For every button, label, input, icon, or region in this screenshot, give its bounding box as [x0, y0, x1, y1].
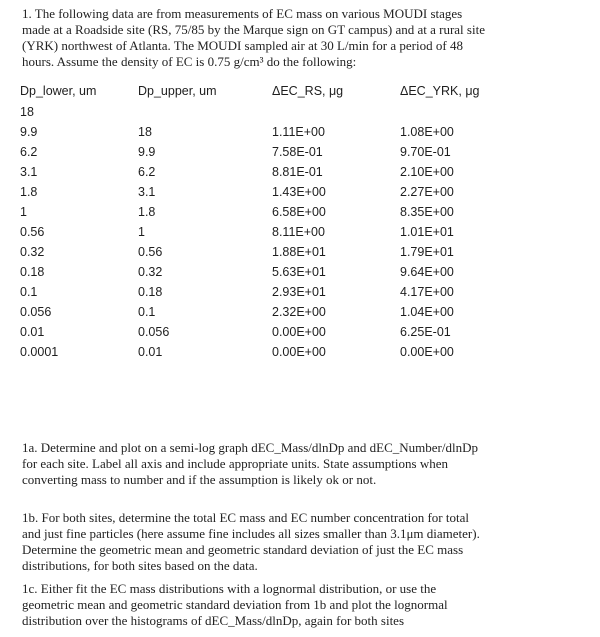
cell-dp-lower: 6.2 [20, 145, 38, 159]
cell-dp-upper: 1 [138, 225, 145, 239]
cell-dec-rs: 2.32E+00 [272, 305, 326, 319]
cell-dec-rs: 8.11E+00 [272, 225, 325, 239]
cell-dp-upper: 18 [138, 125, 152, 139]
cell-dp-lower: 0.01 [20, 325, 45, 339]
problem-intro [22, 6, 588, 70]
cell-dp-lower: 0.1 [20, 285, 38, 299]
table-row [20, 122, 540, 142]
cell-dec-yrk: 8.35E+00 [400, 205, 454, 219]
cell-dec-rs: 1.88E+01 [272, 245, 326, 259]
cell-dec-yrk: 1.08E+00 [400, 125, 454, 139]
cell-dp-lower: 18 [20, 105, 34, 119]
cell-dec-yrk: 2.27E+00 [400, 185, 454, 199]
table-row [20, 262, 540, 282]
table-row [20, 322, 540, 342]
question-1a [22, 440, 588, 488]
q1b-line: and just fine particles (here assume fine includes all sizes smaller than 3.1μm diameter). [22, 526, 480, 541]
table-row [20, 342, 540, 362]
cell-dp-upper: 0.18 [138, 285, 163, 299]
cell-dec-rs: 5.63E+01 [272, 265, 326, 279]
cell-dec-rs: 1.43E+00 [272, 185, 326, 199]
q1b-line: Determine the geometric mean and geometric standard deviation of just the EC mass [22, 542, 464, 557]
cell-dp-lower: 0.32 [20, 245, 45, 259]
cell-dec-rs: 0.00E+00 [272, 345, 326, 359]
header-dec-yrk: ΔEC_YRK, μg [400, 84, 480, 98]
table-row [20, 222, 540, 242]
table-row [20, 202, 540, 222]
cell-dec-yrk: 1.79E+01 [400, 245, 454, 259]
cell-dec-rs: 2.93E+01 [272, 285, 326, 299]
cell-dp-lower: 1.8 [20, 185, 38, 199]
cell-dec-yrk [400, 102, 540, 122]
q1c-line: distribution over the histograms of dEC_Mass/dlnDp, again for both sites [22, 613, 405, 628]
cell-dp-upper: 0.56 [138, 245, 163, 259]
table-row [20, 242, 540, 262]
header-dp-lower: Dp_lower, um [20, 84, 97, 98]
cell-dec-rs: 8.81E-01 [272, 165, 323, 179]
cell-dp-upper: 0.01 [138, 345, 163, 359]
cell-dec-rs [272, 102, 400, 122]
table-row [20, 182, 540, 202]
cell-dp-lower: 0.056 [20, 305, 52, 319]
cell-dp-lower: 0.0001 [20, 345, 59, 359]
question-1c [22, 581, 588, 629]
intro-line: made at a Roadside site (RS, 75/85 by the Marque sign on GT campus) and at a rural site [22, 22, 485, 37]
q1b-line: 1b. For both sites, determine the total EC mass and EC number concentration for total [22, 510, 469, 525]
cell-dec-yrk: 0.00E+00 [400, 345, 454, 359]
cell-dp-upper: 0.056 [138, 325, 170, 339]
table-row [20, 162, 540, 182]
table-row [20, 302, 540, 322]
header-dec-rs: ΔEC_RS, μg [272, 84, 344, 98]
cell-dp-upper: 9.9 [138, 145, 156, 159]
cell-dp-upper: 3.1 [138, 185, 156, 199]
cell-dec-yrk: 9.70E-01 [400, 145, 451, 159]
table-row [20, 142, 540, 162]
moudi-data-table [20, 80, 540, 362]
cell-dec-rs: 0.00E+00 [272, 325, 326, 339]
intro-line: 1. The following data are from measurements of EC mass on various MOUDI stages [22, 6, 463, 21]
cell-dec-rs: 6.58E+00 [272, 205, 326, 219]
q1a-line: 1a. Determine and plot on a semi-log graph dEC_Mass/dlnDp and dEC_Number/dlnDp [22, 440, 479, 455]
q1b-line: distributions, for both sites based on the data. [22, 558, 258, 573]
cell-dec-yrk: 1.04E+00 [400, 305, 454, 319]
cell-dec-yrk: 2.10E+00 [400, 165, 454, 179]
header-dp-upper: Dp_upper, um [138, 84, 217, 98]
cell-dec-yrk: 4.17E+00 [400, 285, 454, 299]
cell-dec-yrk: 1.01E+01 [400, 225, 454, 239]
cell-dp-lower: 3.1 [20, 165, 38, 179]
q1a-line: for each site. Label all axis and include appropriate units. State assumptions when [22, 456, 448, 471]
cell-dp-lower: 9.9 [20, 125, 38, 139]
table-header-row [20, 80, 540, 102]
cell-dec-rs: 7.58E-01 [272, 145, 323, 159]
cell-dp-upper: 0.32 [138, 265, 163, 279]
q1c-line: geometric mean and geometric standard deviation from 1b and plot the lognormal [22, 597, 448, 612]
cell-dec-rs: 1.11E+00 [272, 125, 325, 139]
table-body [20, 102, 540, 362]
cell-dp-lower: 0.56 [20, 225, 45, 239]
cell-dec-yrk: 6.25E-01 [400, 325, 451, 339]
question-1b [22, 510, 588, 574]
q1a-line: converting mass to number and if the assumption is likely ok or not. [22, 472, 377, 487]
cell-dp-lower: 1 [20, 205, 27, 219]
cell-dp-upper: 6.2 [138, 165, 156, 179]
cell-dec-yrk: 9.64E+00 [400, 265, 454, 279]
intro-line: (YRK) northwest of Atlanta. The MOUDI sampled air at 30 L/min for a period of 48 [22, 38, 463, 53]
cell-dp-lower: 0.18 [20, 265, 45, 279]
table-row [20, 282, 540, 302]
cell-dp-upper [138, 102, 272, 122]
intro-line: hours. Assume the density of EC is 0.75 g/cm³ do the following: [22, 54, 357, 69]
cell-dp-upper: 0.1 [138, 305, 156, 319]
q1c-line: 1c. Either fit the EC mass distributions with a lognormal distribution, or use the [22, 581, 437, 596]
cell-dp-upper: 1.8 [138, 205, 156, 219]
table-row [20, 102, 540, 122]
